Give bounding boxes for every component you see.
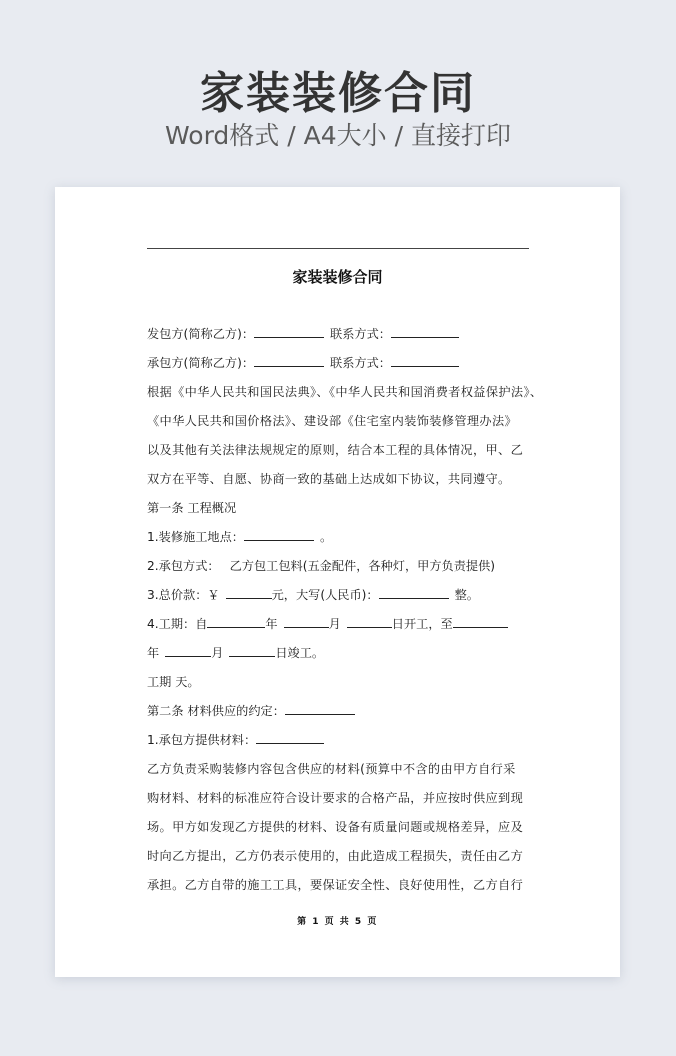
end-year-blank[interactable] [453,613,508,628]
party-a-label: 发包方(简称乙方)： [147,327,255,341]
preamble-line: 双方在平等、自愿、协商一致的基础上达成如下协议，共同遵守。 [147,472,511,486]
site-end: 。 [319,530,333,544]
start-year-blank[interactable] [207,613,265,628]
contractor-materials-label: 1.承包方提供材料： [147,733,257,747]
price-end: 整。 [454,588,479,602]
party-b-contact-label: 联系方式： [330,356,391,370]
party-a-contact-blank[interactable] [391,323,459,338]
preamble-line: 根据《中华人民共和国民法典》、《中华人民共和国消费者权益保护法》、 [147,385,543,399]
duration-line: 工期 天。 [147,675,200,689]
party-a-line [147,323,531,352]
page-number-footer: 第 1 页 共 5 页 [297,917,378,927]
contract-mode-label: 2.承包方式： [147,559,220,573]
hero-subtitle: Word格式 / A4大小 / 直接打印 [165,121,511,150]
article2-paragraph-line: 承担。乙方自带的施工工具，要保证安全性、良好使用性，乙方自行 [147,878,524,892]
document-page [55,187,620,977]
article2-paragraph-line: 时向乙方提出，乙方仍表示使用的，由此造成工程损失，责任由乙方 [147,849,524,863]
article1-item1 [147,526,531,555]
period-label: 4.工期：自 [147,617,208,631]
end-suffix: 日竣工。 [275,646,325,660]
article2-paragraph-line: 场。甲方如发现乙方提供的材料、设备有质量问题或规格差异，应及 [147,820,524,834]
party-b-line [147,352,531,381]
article2-item1 [147,729,531,758]
preamble-line: 《中华人民共和国价格法》、建设部《住宅室内装饰装修管理办法》 [147,414,518,428]
article2-paragraph-line: 购材料、材料的标准应符合设计要求的合格产品，并应按时供应到现 [147,791,524,805]
article1-item2 [147,555,531,584]
article2-paragraph-line: 乙方负责采购装修内容包含供应的材料(预算中不含的由甲方自行采 [147,762,516,776]
party-b-contact-blank[interactable] [391,352,459,367]
month-label: 月 [328,617,341,631]
party-b-blank[interactable] [254,352,324,367]
document-body [147,323,543,903]
article1-item4 [147,613,531,642]
price-label: 3.总价款：￥ [147,588,220,602]
start-day-blank[interactable] [347,613,392,628]
document-title: 家装装修合同 [292,268,383,286]
article2-heading-text: 第二条 材料供应的约定： [147,704,285,718]
start-suffix: 日开工，至 [391,617,453,631]
end-day-blank[interactable] [229,642,275,657]
party-b-label: 承包方(简称乙方)： [147,356,255,370]
price-unit: 元，大写(人民币)： [271,588,379,602]
article1-item4-cont [147,642,531,671]
article1-heading: 第一条 工程概况 [147,501,237,515]
year-label: 年 [265,617,278,631]
contract-mode-value: 乙方包工包料(五金配件，各种灯，甲方负责提供) [229,559,496,573]
party-a-contact-label: 联系方式： [330,327,391,341]
month-label: 月 [211,646,224,660]
price-blank[interactable] [226,584,272,599]
end-month-blank[interactable] [165,642,211,657]
site-label: 1.装修施工地点： [147,530,244,544]
party-a-blank[interactable] [254,323,324,338]
hero-title: 家装装修合同 [200,68,476,119]
year-label: 年 [147,646,160,660]
article1-item3 [147,584,531,613]
contractor-materials-blank[interactable] [256,729,324,744]
material-agreement-blank[interactable] [285,700,355,715]
preamble-line: 以及其他有关法律法规规定的原则，结合本工程的具体情况，甲、乙 [147,443,524,457]
article2-heading [147,700,531,729]
site-blank[interactable] [244,526,314,541]
start-month-blank[interactable] [284,613,329,628]
price-words-blank[interactable] [379,584,449,599]
header-rule [147,248,529,249]
